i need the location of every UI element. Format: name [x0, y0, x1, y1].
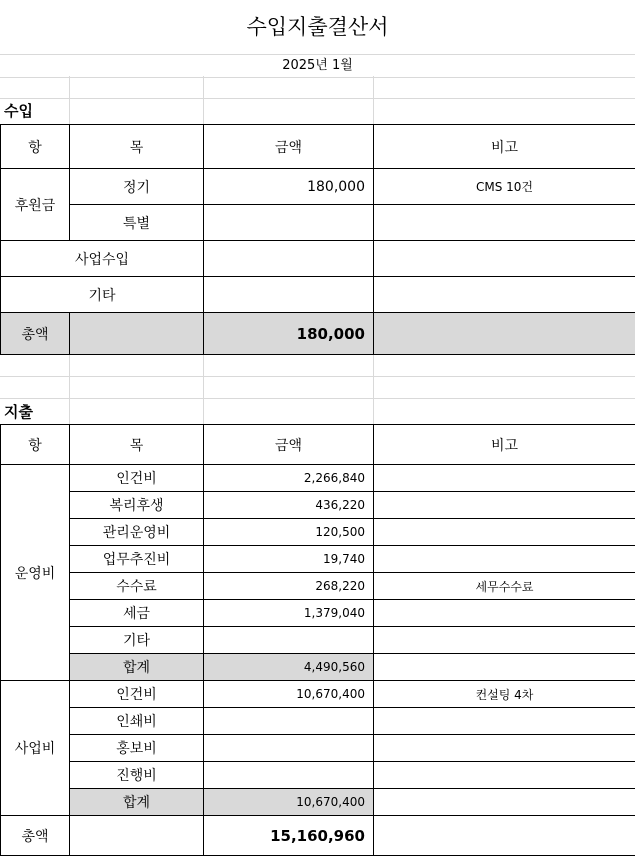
income-total-row: [1, 313, 635, 355]
header-item: 목: [70, 425, 204, 465]
table-row: [1, 762, 635, 789]
item-cell: 기타: [70, 627, 204, 654]
item-cell: 사업수입: [1, 241, 204, 277]
note-cell: 컨설팅 4차: [374, 681, 635, 708]
amount-cell: [204, 708, 374, 735]
item-cell: 정기: [70, 169, 204, 205]
total-amount: 15,160,960: [204, 816, 374, 856]
amount-cell: [204, 241, 374, 277]
table-row: [1, 205, 635, 241]
subtotal-note: [374, 789, 635, 816]
gridline: [373, 76, 374, 124]
table-row: [1, 519, 635, 546]
amount-cell: [204, 277, 374, 313]
note-cell: [374, 708, 635, 735]
document-title: 수입지출결산서: [246, 15, 389, 39]
amount-cell: 120,500: [204, 519, 374, 546]
item-cell: 인건비: [70, 465, 204, 492]
amount-cell: 2,266,840: [204, 465, 374, 492]
gridline: [0, 98, 635, 99]
subtotal-label: 합계: [70, 789, 204, 816]
gridline: [69, 354, 70, 424]
category-business: 사업비: [1, 681, 70, 816]
amount-cell: [204, 627, 374, 654]
item-cell: 홍보비: [70, 735, 204, 762]
expense-table: [0, 424, 635, 856]
item-cell: 업무추진비: [70, 546, 204, 573]
total-note: [374, 816, 635, 856]
note-cell: [374, 465, 635, 492]
gridline: [203, 76, 204, 124]
table-row: [1, 241, 635, 277]
expense-total-row: [1, 816, 635, 856]
table-row: [1, 169, 635, 205]
amount-cell: 436,220: [204, 492, 374, 519]
amount-cell: [204, 762, 374, 789]
item-cell: 인쇄비: [70, 708, 204, 735]
item-cell: 수수료: [70, 573, 204, 600]
total-amount: 180,000: [204, 313, 374, 355]
expense-header-row: [1, 425, 635, 465]
note-cell: [374, 492, 635, 519]
header-amount: 금액: [204, 425, 374, 465]
header-amount: 금액: [204, 125, 374, 169]
header-note: 비고: [374, 425, 635, 465]
gridline: [203, 354, 204, 424]
subtotal-label: 합계: [70, 654, 204, 681]
amount-cell: 180,000: [204, 169, 374, 205]
item-cell: 관리운영비: [70, 519, 204, 546]
note-cell: [374, 205, 635, 241]
item-cell: 복리후생: [70, 492, 204, 519]
table-row: [1, 573, 635, 600]
table-row: [1, 465, 635, 492]
total-spacer: [70, 313, 204, 355]
table-row: [1, 627, 635, 654]
header-item: 목: [70, 125, 204, 169]
amount-cell: 19,740: [204, 546, 374, 573]
table-row: [1, 735, 635, 762]
category-operating: 운영비: [1, 465, 70, 681]
table-row: [1, 681, 635, 708]
note-cell: [374, 735, 635, 762]
note-cell: [374, 627, 635, 654]
income-section-label: 수입: [4, 102, 33, 120]
total-spacer: [70, 816, 204, 856]
amount-cell: [204, 205, 374, 241]
subtotal-amount: 4,490,560: [204, 654, 374, 681]
operating-subtotal-row: [1, 654, 635, 681]
header-category: 항: [1, 125, 70, 169]
gridline: [373, 354, 374, 424]
note-cell: [374, 546, 635, 573]
note-cell: 세무수수료: [374, 573, 635, 600]
subtotal-note: [374, 654, 635, 681]
gridline: [0, 398, 635, 399]
note-cell: [374, 519, 635, 546]
income-header-row: [1, 125, 635, 169]
gridline: [69, 76, 70, 124]
subtotal-amount: 10,670,400: [204, 789, 374, 816]
total-label: 총액: [1, 816, 70, 856]
header-category: 항: [1, 425, 70, 465]
item-cell: 진행비: [70, 762, 204, 789]
table-row: [1, 708, 635, 735]
header-note: 비고: [374, 125, 635, 169]
category-donation: 후원금: [1, 169, 70, 241]
income-table: [0, 124, 635, 355]
note-cell: CMS 10건: [374, 169, 635, 205]
gridline: [0, 376, 635, 377]
note-cell: [374, 762, 635, 789]
amount-cell: 1,379,040: [204, 600, 374, 627]
item-cell: 세금: [70, 600, 204, 627]
note-cell: [374, 600, 635, 627]
item-cell: 기타: [1, 277, 204, 313]
amount-cell: 10,670,400: [204, 681, 374, 708]
note-cell: [374, 277, 635, 313]
table-row: [1, 277, 635, 313]
total-label: 총액: [1, 313, 70, 355]
item-cell: 인건비: [70, 681, 204, 708]
business-subtotal-row: [1, 789, 635, 816]
expense-section-label: 지출: [4, 403, 33, 421]
amount-cell: 268,220: [204, 573, 374, 600]
item-cell: 특별: [70, 205, 204, 241]
note-cell: [374, 241, 635, 277]
table-row: [1, 600, 635, 627]
table-row: [1, 546, 635, 573]
total-note: [374, 313, 635, 355]
amount-cell: [204, 735, 374, 762]
table-row: [1, 492, 635, 519]
document-date: 2025년 1월: [0, 54, 635, 78]
